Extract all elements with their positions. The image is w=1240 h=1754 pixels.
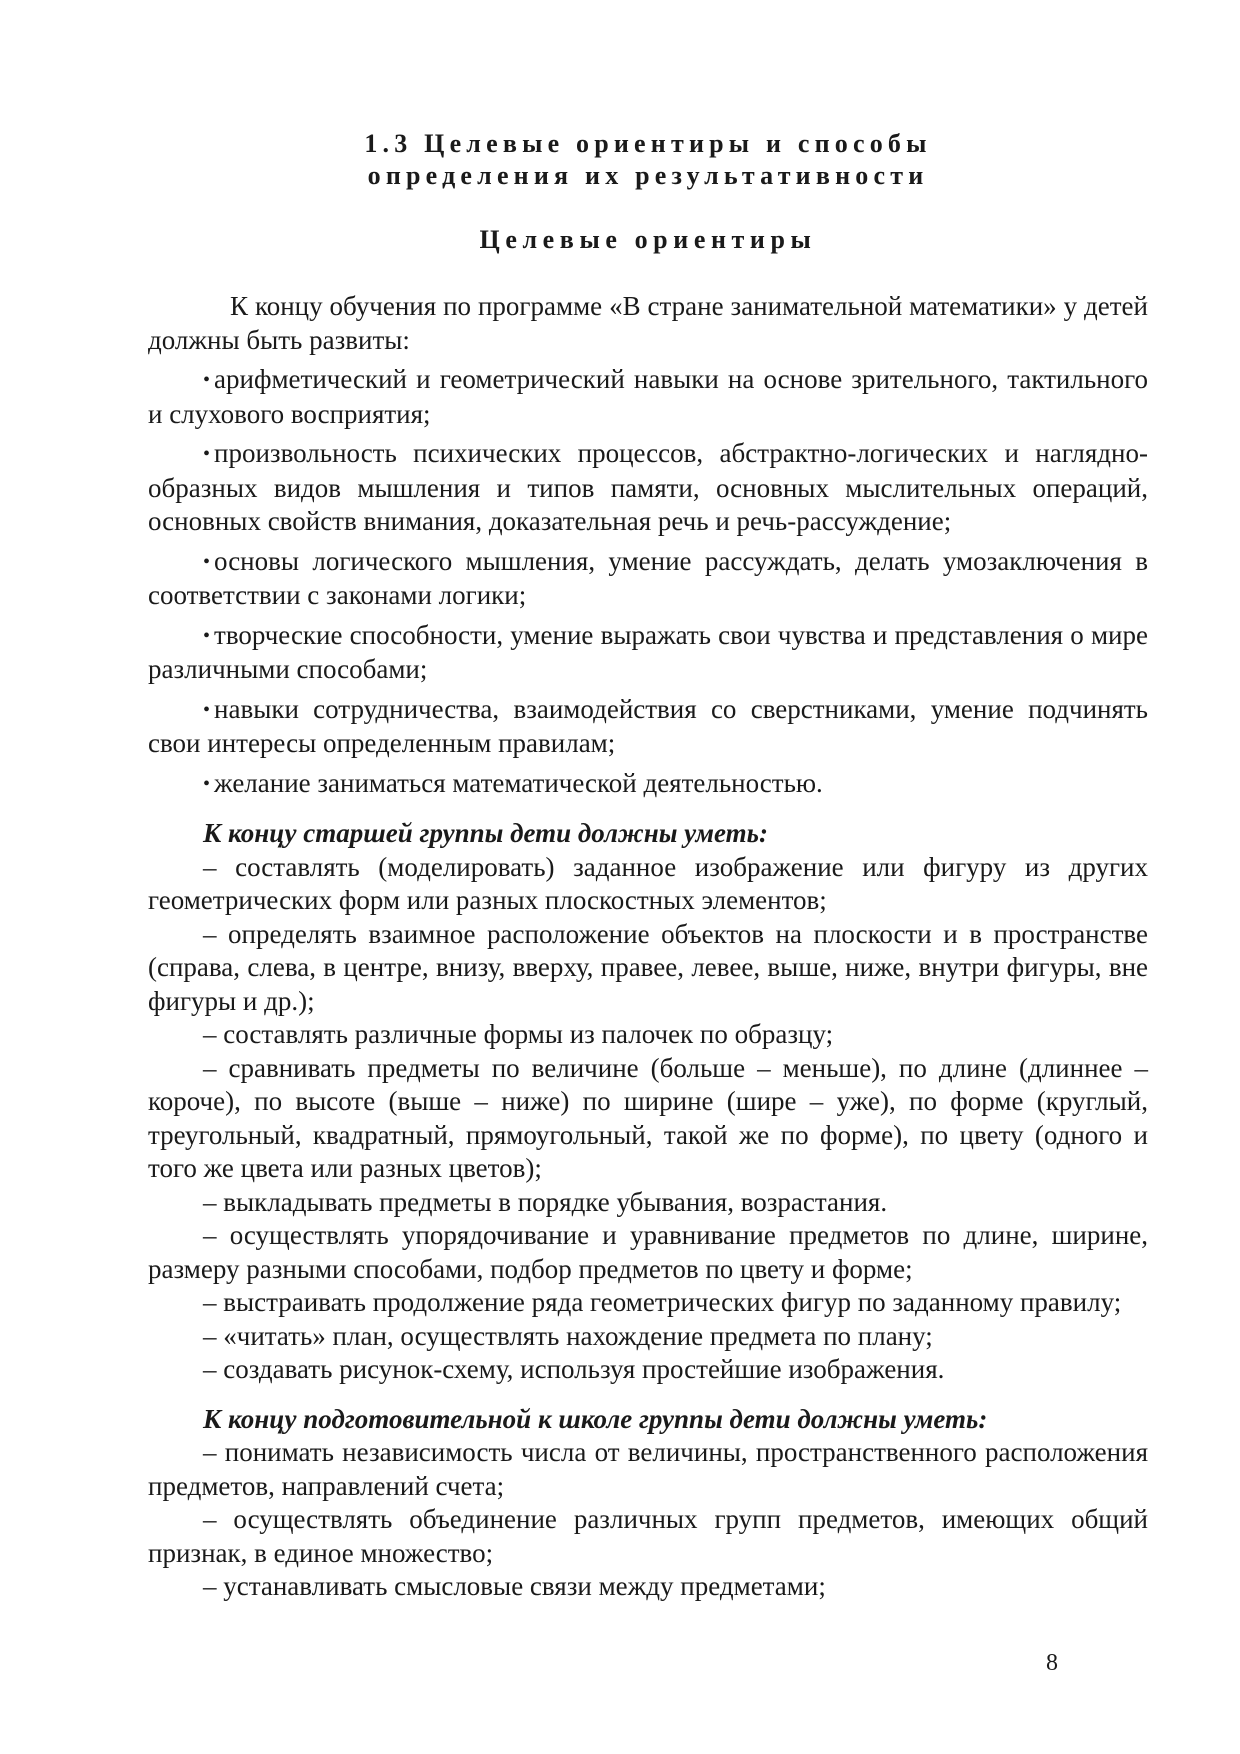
subsection-title: Целевые ориентиры [479,225,817,254]
bullet-icon: • [203,443,211,465]
senior-item: – составлять различные формы из палочек по образцу; [203,1019,834,1049]
bullet-item: • арифметический и геометрический навыки на основе зрительного, тактильного и слухового восприятия; [148,364,1148,429]
bullet-item: • творческие способности, умение выражать свои чувства и представления о мире различными способами; [148,619,1148,684]
bullet-item: • основы логического мышления, умение рассуждать, делать умозаключения в соответствии с законами логики; [148,545,1148,610]
section-title-line1: 1.3 Целевые ориентиры и способы [364,129,932,158]
senior-item: – составлять (моделировать) заданное изображение или фигуру из других геометрических форм или разных плоскостных элементов; [148,851,1148,915]
bullet-item: • желание заниматься математической деятельностью. [203,767,823,798]
bullet-list [148,363,1148,801]
bullet-item: • произвольность психических процессов, абстрактно-логических и наглядно-образных видов мышления и типов памяти, основных мыслительных операций, основных свойств внимания, доказательная речь и речь-рассуждение; [148,438,1148,536]
bullet-icon: • [203,698,211,721]
bullet-icon: • [203,624,211,647]
senior-group-list [148,851,1148,1387]
section-title-line2: определения их результативности [367,161,929,190]
senior-item: – сравнивать предметы по величине (больше – меньше), по длине (длиннее – короче), по высоте (выше – ниже) по ширине (шире – уже), по форме (круглый, треугольный, квадратный, прямоугольный, такой же по форме), по цвету (одного и того же цвета или разных цветов); [148,1052,1148,1183]
senior-group-heading: К концу старшей группы дети должны уметь: [203,818,768,848]
senior-item: – «читать» план, осуществлять нахождение предмета по плану; [203,1320,933,1351]
preparatory-group-heading: К концу подготовительной к школе группы дети должны уметь: [203,1403,988,1434]
body-text [148,290,1148,1604]
senior-item: – осуществлять упорядочивание и уравнивание предметов по длине, ширине, размеру разными способами, подбор предметов по цвету и форме; [148,1220,1148,1284]
bullet-item: • навыки сотрудничества, взаимодействия со сверстниками, умение подчинять свои интересы определенным правилам; [148,693,1148,758]
senior-item: – выстраивать продолжение ряда геометрических фигур по заданному правилу; [203,1287,1122,1317]
senior-item: – выкладывать предметы в порядке убывания, возрастания. [203,1186,888,1217]
senior-item: – определять взаимное расположение объектов на плоскости и в пространстве (справа, слева, в центре, внизу, вверху, правее, левее, выше, ниже, внутри фигуры, вне фигуры и др.); [148,918,1148,1016]
bullet-icon: • [203,550,211,573]
bullet-icon: • [203,369,211,391]
page-number: 8 [1046,1650,1058,1676]
preparatory-group-list [148,1436,1148,1604]
preparatory-item: – понимать независимость числа от величины, пространственного расположения предметов, направлений счета; [148,1437,1148,1501]
preparatory-item: – устанавливать смысловые связи между предметами; [203,1571,826,1601]
senior-item: – создавать рисунок-схему, используя простейшие изображения. [203,1354,945,1384]
intro-paragraph: К концу обучения по программе «В стране занимательной математики» у детей должны быть развиты: [148,291,1148,355]
bullet-icon: • [203,772,211,795]
preparatory-item: – осуществлять объединение различных групп предметов, имеющих общий признак, в единое множество; [148,1504,1148,1568]
